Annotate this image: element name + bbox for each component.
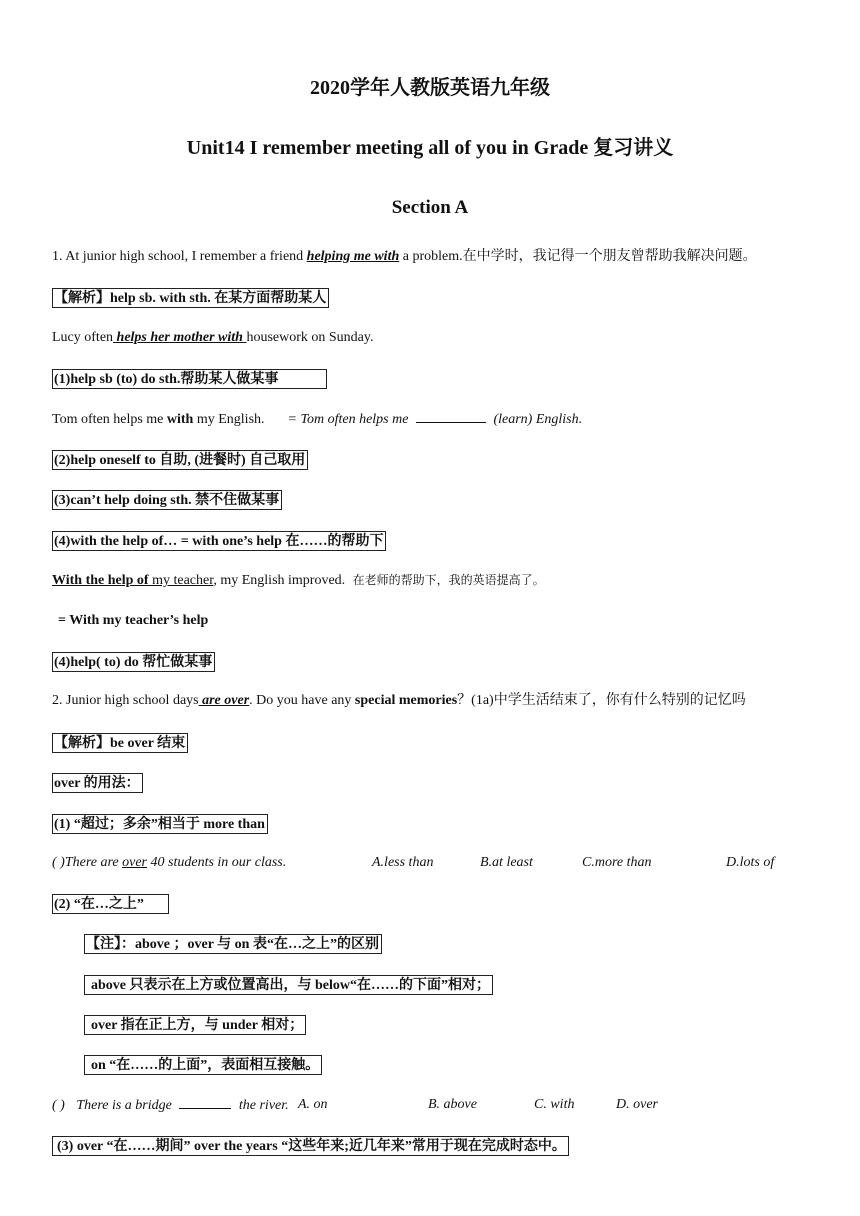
item2-tail: ？(1a)中学生活结束了，你有什么特别的记忆吗 xyxy=(457,693,746,708)
example3-key: With the help of xyxy=(52,573,149,588)
item1-key-phrase: helping me with xyxy=(306,249,400,264)
usage-2 xyxy=(52,450,308,470)
usage-box: (4)help( to) do 帮忙做某事 xyxy=(52,652,215,672)
question-2 xyxy=(52,1096,812,1115)
question-1 xyxy=(52,854,812,872)
item2-sentence xyxy=(52,692,746,710)
usage-box: over 指在正上方，与 under 相对； xyxy=(84,1015,306,1035)
section-title: Section A xyxy=(391,197,469,218)
option-a[interactable]: A. on xyxy=(298,1097,328,1112)
example2-equivalent: = Tom often helps me xyxy=(287,412,409,427)
answer-paren[interactable]: ( ) xyxy=(52,855,65,870)
option-a[interactable]: A.less than xyxy=(372,855,434,870)
item1-post: a problem.在中学时，我记得一个朋友曾帮助我解决问题。 xyxy=(399,249,757,264)
item2-pre: 2. Junior high school days xyxy=(52,693,199,708)
option-b[interactable]: B. above xyxy=(428,1097,477,1112)
usage-5 xyxy=(52,652,215,672)
on-explanation xyxy=(84,1055,322,1075)
q2-pre: There is a bridge xyxy=(76,1098,172,1113)
example-pre: Lucy often xyxy=(52,330,114,345)
example3-underlined: my teacher xyxy=(148,573,214,588)
item2-post: . Do you have any xyxy=(249,693,355,708)
usage-4 xyxy=(52,531,386,551)
answer-paren[interactable]: ( ) xyxy=(52,1098,65,1113)
unit-title: Unit14 I remember meeting all of you in Grade 复习讲义 xyxy=(186,137,674,159)
example2-pre: Tom often helps me xyxy=(52,412,167,427)
example3-post: , my English improved. xyxy=(213,573,346,588)
item1-example3 xyxy=(52,571,545,590)
option-d[interactable]: D. over xyxy=(616,1097,658,1112)
usage-box: (4)with the help of… = with one’s help 在……的帮助下 xyxy=(52,531,386,551)
q1-underlined: over xyxy=(122,855,148,870)
note-box: 【解析】help sb. with sth. 在某方面帮助某人 xyxy=(52,288,329,308)
usage-1 xyxy=(52,369,327,389)
item2-usage1 xyxy=(52,814,268,834)
item2-key-phrase: are over xyxy=(198,693,250,708)
item2-usage-head xyxy=(52,773,143,793)
item1-example xyxy=(52,329,373,347)
option-d[interactable]: D.lots of xyxy=(726,855,775,870)
note-box: 【注】：above ；over 与 on 表“在…之上”的区别 xyxy=(84,934,382,954)
item1-example2 xyxy=(52,410,582,429)
above-explanation xyxy=(84,975,493,995)
over-explanation xyxy=(84,1015,306,1035)
example2-post: my English. xyxy=(193,412,265,427)
example-key: helps her mother with xyxy=(113,330,247,345)
example2-bold: with xyxy=(166,412,194,427)
item2-note xyxy=(52,733,188,753)
usage-box: on “在……的上面”，表面相互接触。 xyxy=(84,1055,322,1075)
item2-bold: special memories xyxy=(354,693,458,708)
example2-tail: (learn) English. xyxy=(493,412,583,427)
usage-box: (3)can’t help doing sth. 禁不住做某事 xyxy=(52,490,282,510)
option-c[interactable]: C. with xyxy=(534,1097,575,1112)
usage-box: (1)help sb (to) do sth.帮助某人做某事 xyxy=(52,369,327,389)
example-post: housework on Sunday. xyxy=(246,330,374,345)
item2-note2 xyxy=(84,934,382,954)
usage-head-box: over 的用法： xyxy=(52,773,143,793)
usage-box: above 只表示在上方或位置高出，与 below“在……的下面”相对； xyxy=(84,975,493,995)
usage-box: (3) over “在……期间” over the years “这些年来;近几年来”常用于现在完成时态中。 xyxy=(52,1136,569,1156)
item1-sentence xyxy=(52,248,757,266)
note-box: 【解析】be over 结束 xyxy=(52,733,188,753)
item1-pre: 1. At junior high school, I remember a friend xyxy=(52,249,307,264)
option-b[interactable]: B.at least xyxy=(480,855,533,870)
example3-equivalent: = With my teacher’s help xyxy=(58,613,209,628)
usage-box: (2)help oneself to 自助, (进餐时) 自己取用 xyxy=(52,450,308,470)
usage-3 xyxy=(52,490,282,510)
example3-translation: 在老师的帮助下，我的英语提高了。 xyxy=(352,573,545,587)
fill-blank[interactable] xyxy=(416,410,486,423)
item2-usage3 xyxy=(52,1136,569,1156)
q1-post: 40 students in our class. xyxy=(147,855,287,870)
fill-blank[interactable] xyxy=(179,1096,231,1109)
item1-note xyxy=(52,288,329,308)
item2-usage2 xyxy=(52,894,169,914)
option-c[interactable]: C.more than xyxy=(582,855,652,870)
q1-pre: There are xyxy=(64,855,123,870)
usage-box: (2) “在…之上” xyxy=(52,894,169,914)
q2-post: the river. xyxy=(238,1098,289,1113)
usage-box: (1) “超过；多余”相当于 more than xyxy=(52,814,268,834)
doc-title: 2020学年人教版英语九年级 xyxy=(310,77,550,99)
